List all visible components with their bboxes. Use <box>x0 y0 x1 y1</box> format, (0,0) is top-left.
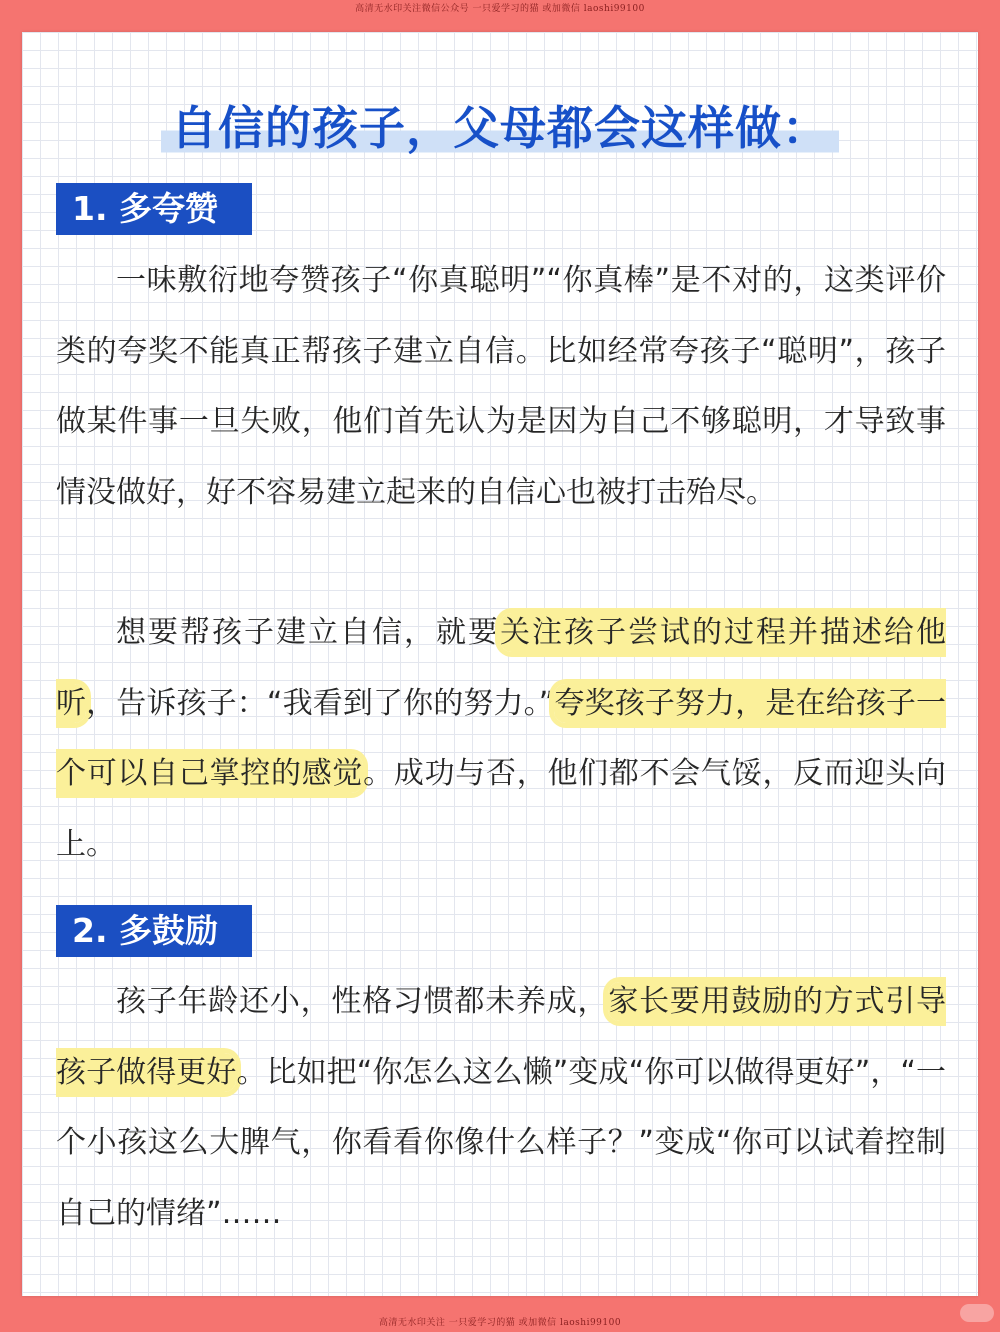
highlight-process: 关注孩子尝试的过程并描述给他听 <box>56 615 946 721</box>
paragraph-praise-effort <box>56 598 946 880</box>
section-heading-praise: 1. 多夸赞 <box>56 183 252 235</box>
text-segment: 。成功与否，他们都不会气馁，反而迎头向上。 <box>56 756 947 862</box>
paragraph-praise-intro: 一味敷衍地夸赞孩子“你真聪明”“你真棒”是不对的，这类评价类的夸奖不能真正帮孩子建立自信。比如经常夸孩子“聪明”，孩子做某件事一旦失败，他们首先认为是因为自己不够聪明，才导致事情没做好，好不容易建立起来的自信心也被打击殆尽。 <box>56 263 946 510</box>
corner-badge <box>960 1304 994 1322</box>
text-segment: ，告诉孩子：“我看到了你的努力。” <box>86 685 555 721</box>
text-segment: 想要帮孩子建立自信，就要 <box>116 615 500 650</box>
watermark-bottom: 高清无水印关注 一只爱学习的猫 或加微信 laoshi99100 <box>378 1318 622 1328</box>
text-segment: 。比如把“你怎么这么懒”变成“你可以做得更好”，“一个小孩这么大脾气，你看看你像什么样子？”变成“你可以试着控制自己的情绪”…… <box>56 1054 947 1231</box>
watermark-top: 高清无水印关注微信公众号 一只爱学习的猫 或加微信 laoshi99100 <box>355 4 645 14</box>
article-card <box>22 32 978 1296</box>
title-wrap <box>22 92 978 158</box>
highlight-control: 夸奖孩子努力，是在给孩子一个可以自己掌控的感觉 <box>56 685 947 791</box>
paragraph-encourage <box>56 967 946 1249</box>
section-heading-encourage: 2. 多鼓励 <box>56 905 252 957</box>
text-segment: 孩子年龄还小，性格习惯都未养成， <box>116 984 609 1019</box>
page-title: 自信的孩子，父母都会这样做： <box>161 92 839 158</box>
highlight-encourage: 家长要用鼓励的方式引导孩子做得更好 <box>56 984 947 1090</box>
